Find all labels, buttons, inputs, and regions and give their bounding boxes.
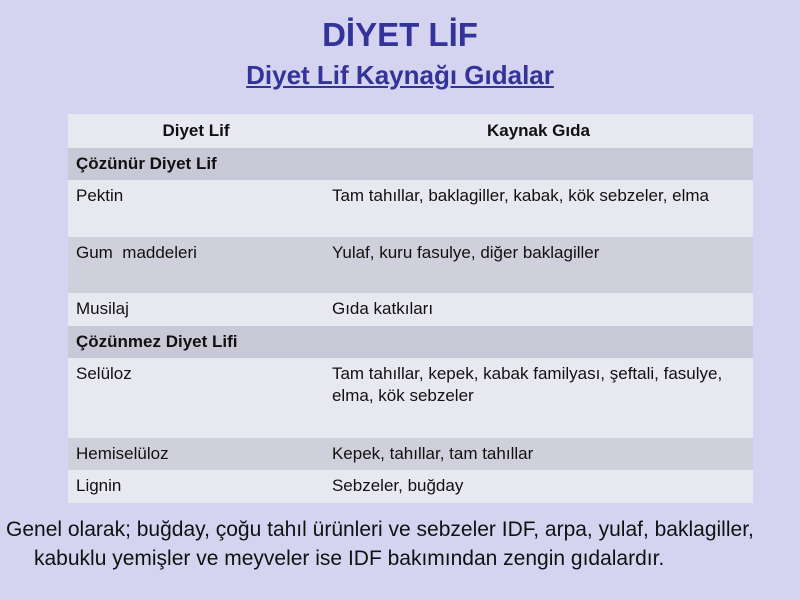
page-title: DİYET LİF — [322, 16, 478, 53]
cell-lif: Musilaj — [76, 299, 129, 318]
table-row — [68, 237, 753, 293]
cell-kaynak: Kepek, tahıllar, tam tahıllar — [331, 444, 534, 463]
section-label: Çözünmez Diyet Lifi — [76, 332, 238, 351]
cell-kaynak: Yulaf, kuru fasulye, diğer baklagiller — [331, 243, 600, 262]
cell-kaynak: Tam tahıllar, baklagiller, kabak, kök sebzeler, elma — [331, 186, 709, 205]
summary-text: Genel olarak; buğday, çoğu tahıl ürünleri ve sebzeler IDF, arpa, yulaf, baklagiller, kabuklu yemişler ve meyveler ise IDF bakımından zengin gıdalardır. — [6, 518, 754, 570]
table-header-row — [68, 114, 753, 148]
cell-lif: Selüloz — [76, 364, 132, 383]
cell-lif: Gum maddeleri — [76, 243, 197, 262]
page-subtitle: Diyet Lif Kaynağı Gıdalar — [246, 60, 554, 90]
section-label: Çözünür Diyet Lif — [76, 154, 217, 173]
table-row — [68, 438, 753, 470]
header-diyet-lif: Diyet Lif — [162, 121, 230, 140]
cell-kaynak: Gıda katkıları — [331, 299, 434, 318]
header-kaynak-gida: Kaynak Gıda — [486, 121, 590, 140]
cell-kaynak: Tam tahıllar, kepek, kabak familyası, şeftali, fasulye, elma, kök sebzeler — [331, 364, 723, 405]
cell-lif: Lignin — [76, 476, 122, 495]
table-row — [68, 180, 753, 237]
fiber-table — [68, 114, 753, 503]
table-row — [68, 293, 753, 326]
table-row — [68, 470, 753, 503]
fiber-table-container — [68, 114, 753, 503]
table-row — [68, 358, 753, 438]
section-row-cozunmez — [68, 326, 753, 358]
cell-kaynak: Sebzeler, buğday — [331, 476, 464, 495]
section-row-cozunur — [68, 148, 753, 180]
cell-lif: Pektin — [76, 186, 124, 205]
cell-lif: Hemiselüloz — [76, 444, 169, 463]
